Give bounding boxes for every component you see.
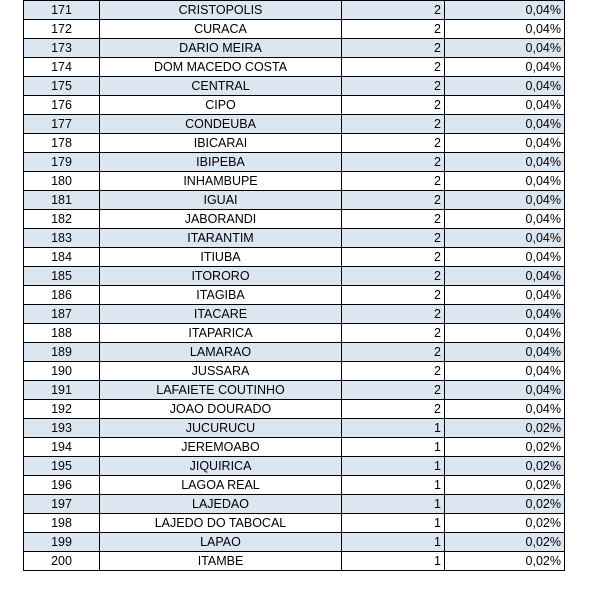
table-row xyxy=(24,229,565,248)
row-municipality-cell: ITORORO xyxy=(100,267,342,286)
table-row xyxy=(24,286,565,305)
row-percentage-cell: 0,04% xyxy=(445,58,565,77)
row-count-cell: 2 xyxy=(342,210,445,229)
row-percentage-cell: 0,04% xyxy=(445,172,565,191)
row-count-cell: 2 xyxy=(342,381,445,400)
row-municipality-cell: ITAPARICA xyxy=(100,324,342,343)
row-percentage-cell: 0,04% xyxy=(445,115,565,134)
row-count-cell: 2 xyxy=(342,343,445,362)
row-rank-cell: 172 xyxy=(24,20,100,39)
row-count-cell: 1 xyxy=(342,533,445,552)
row-municipality-cell: ITARANTIM xyxy=(100,229,342,248)
row-count-cell: 2 xyxy=(342,20,445,39)
row-percentage-cell: 0,04% xyxy=(445,324,565,343)
row-municipality-cell: LAJEDO DO TABOCAL xyxy=(100,514,342,533)
row-count-cell: 2 xyxy=(342,153,445,172)
table-row xyxy=(24,495,565,514)
row-percentage-cell: 0,04% xyxy=(445,286,565,305)
row-count-cell: 1 xyxy=(342,476,445,495)
row-rank-cell: 179 xyxy=(24,153,100,172)
table-row xyxy=(24,362,565,381)
row-municipality-cell: CURACA xyxy=(100,20,342,39)
row-count-cell: 1 xyxy=(342,552,445,571)
row-rank-cell: 189 xyxy=(24,343,100,362)
row-percentage-cell: 0,02% xyxy=(445,438,565,457)
row-rank-cell: 176 xyxy=(24,96,100,115)
row-percentage-cell: 0,04% xyxy=(445,362,565,381)
row-percentage-cell: 0,02% xyxy=(445,533,565,552)
row-rank-cell: 186 xyxy=(24,286,100,305)
row-rank-cell: 194 xyxy=(24,438,100,457)
table-row xyxy=(24,476,565,495)
row-municipality-cell: CENTRAL xyxy=(100,77,342,96)
row-municipality-cell: IBIPEBA xyxy=(100,153,342,172)
row-percentage-cell: 0,04% xyxy=(445,229,565,248)
row-count-cell: 1 xyxy=(342,438,445,457)
row-percentage-cell: 0,04% xyxy=(445,305,565,324)
ranking-table xyxy=(23,0,565,571)
row-count-cell: 2 xyxy=(342,134,445,153)
row-percentage-cell: 0,02% xyxy=(445,514,565,533)
row-percentage-cell: 0,04% xyxy=(445,381,565,400)
row-count-cell: 2 xyxy=(342,400,445,419)
row-rank-cell: 175 xyxy=(24,77,100,96)
row-rank-cell: 184 xyxy=(24,248,100,267)
row-count-cell: 2 xyxy=(342,229,445,248)
row-count-cell: 2 xyxy=(342,58,445,77)
row-rank-cell: 177 xyxy=(24,115,100,134)
row-municipality-cell: IBICARAI xyxy=(100,134,342,153)
row-municipality-cell: DOM MACEDO COSTA xyxy=(100,58,342,77)
row-rank-cell: 199 xyxy=(24,533,100,552)
row-count-cell: 2 xyxy=(342,96,445,115)
row-percentage-cell: 0,04% xyxy=(445,343,565,362)
row-count-cell: 2 xyxy=(342,324,445,343)
table-row xyxy=(24,533,565,552)
row-municipality-cell: JUCURUCU xyxy=(100,419,342,438)
row-rank-cell: 174 xyxy=(24,58,100,77)
row-municipality-cell: ITAMBE xyxy=(100,552,342,571)
row-percentage-cell: 0,02% xyxy=(445,419,565,438)
row-count-cell: 2 xyxy=(342,115,445,134)
row-count-cell: 1 xyxy=(342,419,445,438)
row-municipality-cell: LAJEDAO xyxy=(100,495,342,514)
row-municipality-cell: INHAMBUPE xyxy=(100,172,342,191)
row-municipality-cell: ITIUBA xyxy=(100,248,342,267)
table-row xyxy=(24,324,565,343)
row-percentage-cell: 0,04% xyxy=(445,77,565,96)
row-municipality-cell: ITAGIBA xyxy=(100,286,342,305)
table-row xyxy=(24,39,565,58)
row-count-cell: 1 xyxy=(342,457,445,476)
row-percentage-cell: 0,04% xyxy=(445,248,565,267)
table-row xyxy=(24,305,565,324)
row-municipality-cell: JOAO DOURADO xyxy=(100,400,342,419)
table-row xyxy=(24,267,565,286)
row-rank-cell: 171 xyxy=(24,1,100,20)
row-municipality-cell: JABORANDI xyxy=(100,210,342,229)
row-count-cell: 2 xyxy=(342,1,445,20)
row-percentage-cell: 0,04% xyxy=(445,191,565,210)
table-row xyxy=(24,343,565,362)
row-municipality-cell: LAGOA REAL xyxy=(100,476,342,495)
table-row xyxy=(24,191,565,210)
row-percentage-cell: 0,04% xyxy=(445,210,565,229)
row-count-cell: 1 xyxy=(342,495,445,514)
row-percentage-cell: 0,04% xyxy=(445,400,565,419)
row-count-cell: 2 xyxy=(342,248,445,267)
table-row xyxy=(24,381,565,400)
row-count-cell: 2 xyxy=(342,39,445,58)
table-row xyxy=(24,210,565,229)
row-rank-cell: 182 xyxy=(24,210,100,229)
row-rank-cell: 200 xyxy=(24,552,100,571)
row-municipality-cell: LAPAO xyxy=(100,533,342,552)
row-rank-cell: 180 xyxy=(24,172,100,191)
row-rank-cell: 198 xyxy=(24,514,100,533)
table-row xyxy=(24,1,565,20)
row-count-cell: 2 xyxy=(342,305,445,324)
row-rank-cell: 193 xyxy=(24,419,100,438)
row-count-cell: 2 xyxy=(342,77,445,96)
table-row xyxy=(24,248,565,267)
table-row xyxy=(24,96,565,115)
table-row xyxy=(24,172,565,191)
table-row xyxy=(24,115,565,134)
row-count-cell: 2 xyxy=(342,191,445,210)
table-row xyxy=(24,438,565,457)
table-row xyxy=(24,77,565,96)
row-percentage-cell: 0,04% xyxy=(445,20,565,39)
row-count-cell: 2 xyxy=(342,286,445,305)
row-municipality-cell: ITACARE xyxy=(100,305,342,324)
row-municipality-cell: JIQUIRICA xyxy=(100,457,342,476)
row-rank-cell: 192 xyxy=(24,400,100,419)
row-count-cell: 2 xyxy=(342,267,445,286)
row-percentage-cell: 0,04% xyxy=(445,1,565,20)
row-municipality-cell: DARIO MEIRA xyxy=(100,39,342,58)
row-municipality-cell: CONDEUBA xyxy=(100,115,342,134)
table-body xyxy=(24,1,565,571)
row-rank-cell: 181 xyxy=(24,191,100,210)
row-percentage-cell: 0,02% xyxy=(445,476,565,495)
row-municipality-cell: IGUAI xyxy=(100,191,342,210)
row-percentage-cell: 0,04% xyxy=(445,96,565,115)
row-rank-cell: 197 xyxy=(24,495,100,514)
row-count-cell: 2 xyxy=(342,362,445,381)
row-rank-cell: 183 xyxy=(24,229,100,248)
row-rank-cell: 195 xyxy=(24,457,100,476)
table-row xyxy=(24,514,565,533)
row-municipality-cell: CRISTOPOLIS xyxy=(100,1,342,20)
row-rank-cell: 185 xyxy=(24,267,100,286)
row-municipality-cell: LAFAIETE COUTINHO xyxy=(100,381,342,400)
table-row xyxy=(24,58,565,77)
row-percentage-cell: 0,04% xyxy=(445,39,565,58)
table-row xyxy=(24,153,565,172)
table-row xyxy=(24,457,565,476)
row-municipality-cell: JUSSARA xyxy=(100,362,342,381)
table-row xyxy=(24,400,565,419)
row-rank-cell: 178 xyxy=(24,134,100,153)
row-count-cell: 1 xyxy=(342,514,445,533)
table-row xyxy=(24,134,565,153)
row-percentage-cell: 0,02% xyxy=(445,495,565,514)
row-percentage-cell: 0,04% xyxy=(445,153,565,172)
row-rank-cell: 188 xyxy=(24,324,100,343)
row-percentage-cell: 0,02% xyxy=(445,552,565,571)
row-municipality-cell: CIPO xyxy=(100,96,342,115)
row-percentage-cell: 0,02% xyxy=(445,457,565,476)
row-rank-cell: 190 xyxy=(24,362,100,381)
row-rank-cell: 191 xyxy=(24,381,100,400)
table-row xyxy=(24,552,565,571)
row-rank-cell: 196 xyxy=(24,476,100,495)
row-count-cell: 2 xyxy=(342,172,445,191)
row-municipality-cell: LAMARAO xyxy=(100,343,342,362)
row-municipality-cell: JEREMOABO xyxy=(100,438,342,457)
row-rank-cell: 173 xyxy=(24,39,100,58)
row-percentage-cell: 0,04% xyxy=(445,134,565,153)
table-row xyxy=(24,20,565,39)
row-percentage-cell: 0,04% xyxy=(445,267,565,286)
ranking-table-container xyxy=(23,0,565,571)
table-row xyxy=(24,419,565,438)
row-rank-cell: 187 xyxy=(24,305,100,324)
